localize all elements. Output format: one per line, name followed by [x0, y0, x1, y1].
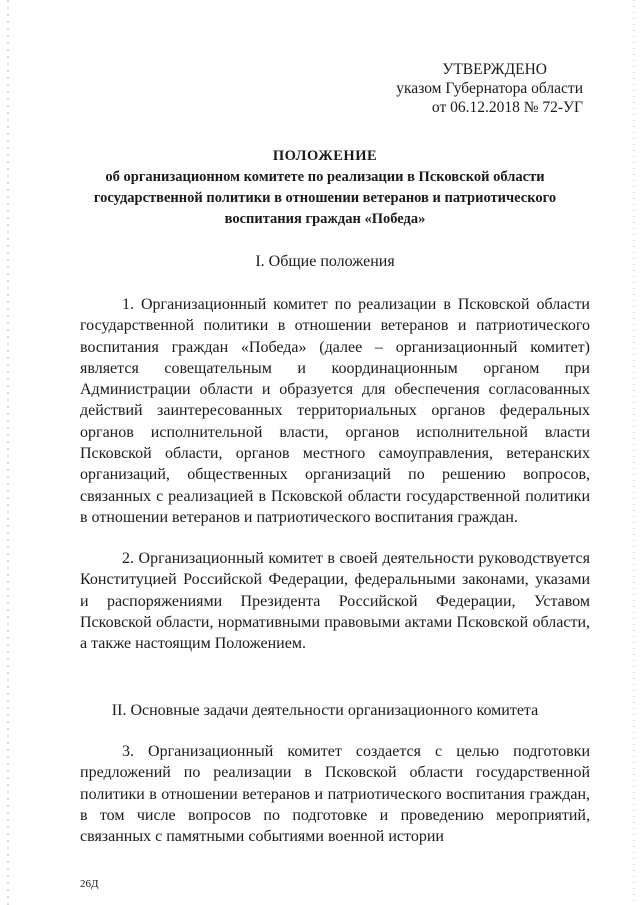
- paragraph-2: [80, 548, 590, 654]
- paragraph-2-text: 2. Организационный комитет в своей деятельности руководствуется Конституцией Российской Федерации, федеральными законами, указами и распоряжениями Президента Российской Федерации, Уставом Псковской области, нормативными правовыми актами Псковской области, а также настоящим Положением.: [80, 550, 590, 653]
- scan-edge-left: [7, 0, 9, 905]
- approval-title: УТВЕРЖДЕНО: [442, 61, 547, 78]
- section-heading-tasks: II. Основные задачи деятельности организационного комитета: [111, 702, 539, 719]
- document-title: [70, 146, 580, 230]
- approval-issuer: указом Губернатора области: [396, 80, 583, 97]
- scan-edge-right: [633, 0, 635, 905]
- paragraph-3: [80, 741, 590, 847]
- paragraph-1-text: 1. Организационный комитет по реализации в Псковской области государственной политики в отношении ветеранов и патриотического воспитания граждан «Победа» (далее – организационный комитет) является совещательным и координационным органом при Администрации области и образуется для обеспечения согласованных действий заинтересованных территориальных органов федеральных органов исполнительной власти, органов исполнительной власти Псковской области, органов местного самоуправления, ветеранских организаций, общественных организаций по решению вопросов, связанных с реализацией в Псковской области государственной политики в отношении ветеранов и патриотического воспитания граждан.: [80, 296, 590, 526]
- footer-code: 26Д: [80, 878, 99, 890]
- paragraph-1: [80, 294, 590, 528]
- document-subtitle: об организационном комитете по реализации в Псковской области государственной политики в отношении ветеранов и патриотического воспитания граждан «Победа»: [93, 169, 557, 227]
- approval-date-number: от 06.12.2018 № 72-УГ: [431, 99, 583, 116]
- approval-stamp: [396, 60, 583, 117]
- section-heading-general: I. Общие положения: [255, 253, 395, 270]
- document-heading: ПОЛОЖЕНИЕ: [272, 148, 378, 164]
- paragraph-3-text: 3. Организационный комитет создается с целью подготовки предложений по реализации в Псковской области государственной политики в отношении ветеранов и патриотического воспитания граждан, в том числе вопросов по подготовке и проведению мероприятий, связанных с памятными событиями военной истории: [80, 743, 590, 846]
